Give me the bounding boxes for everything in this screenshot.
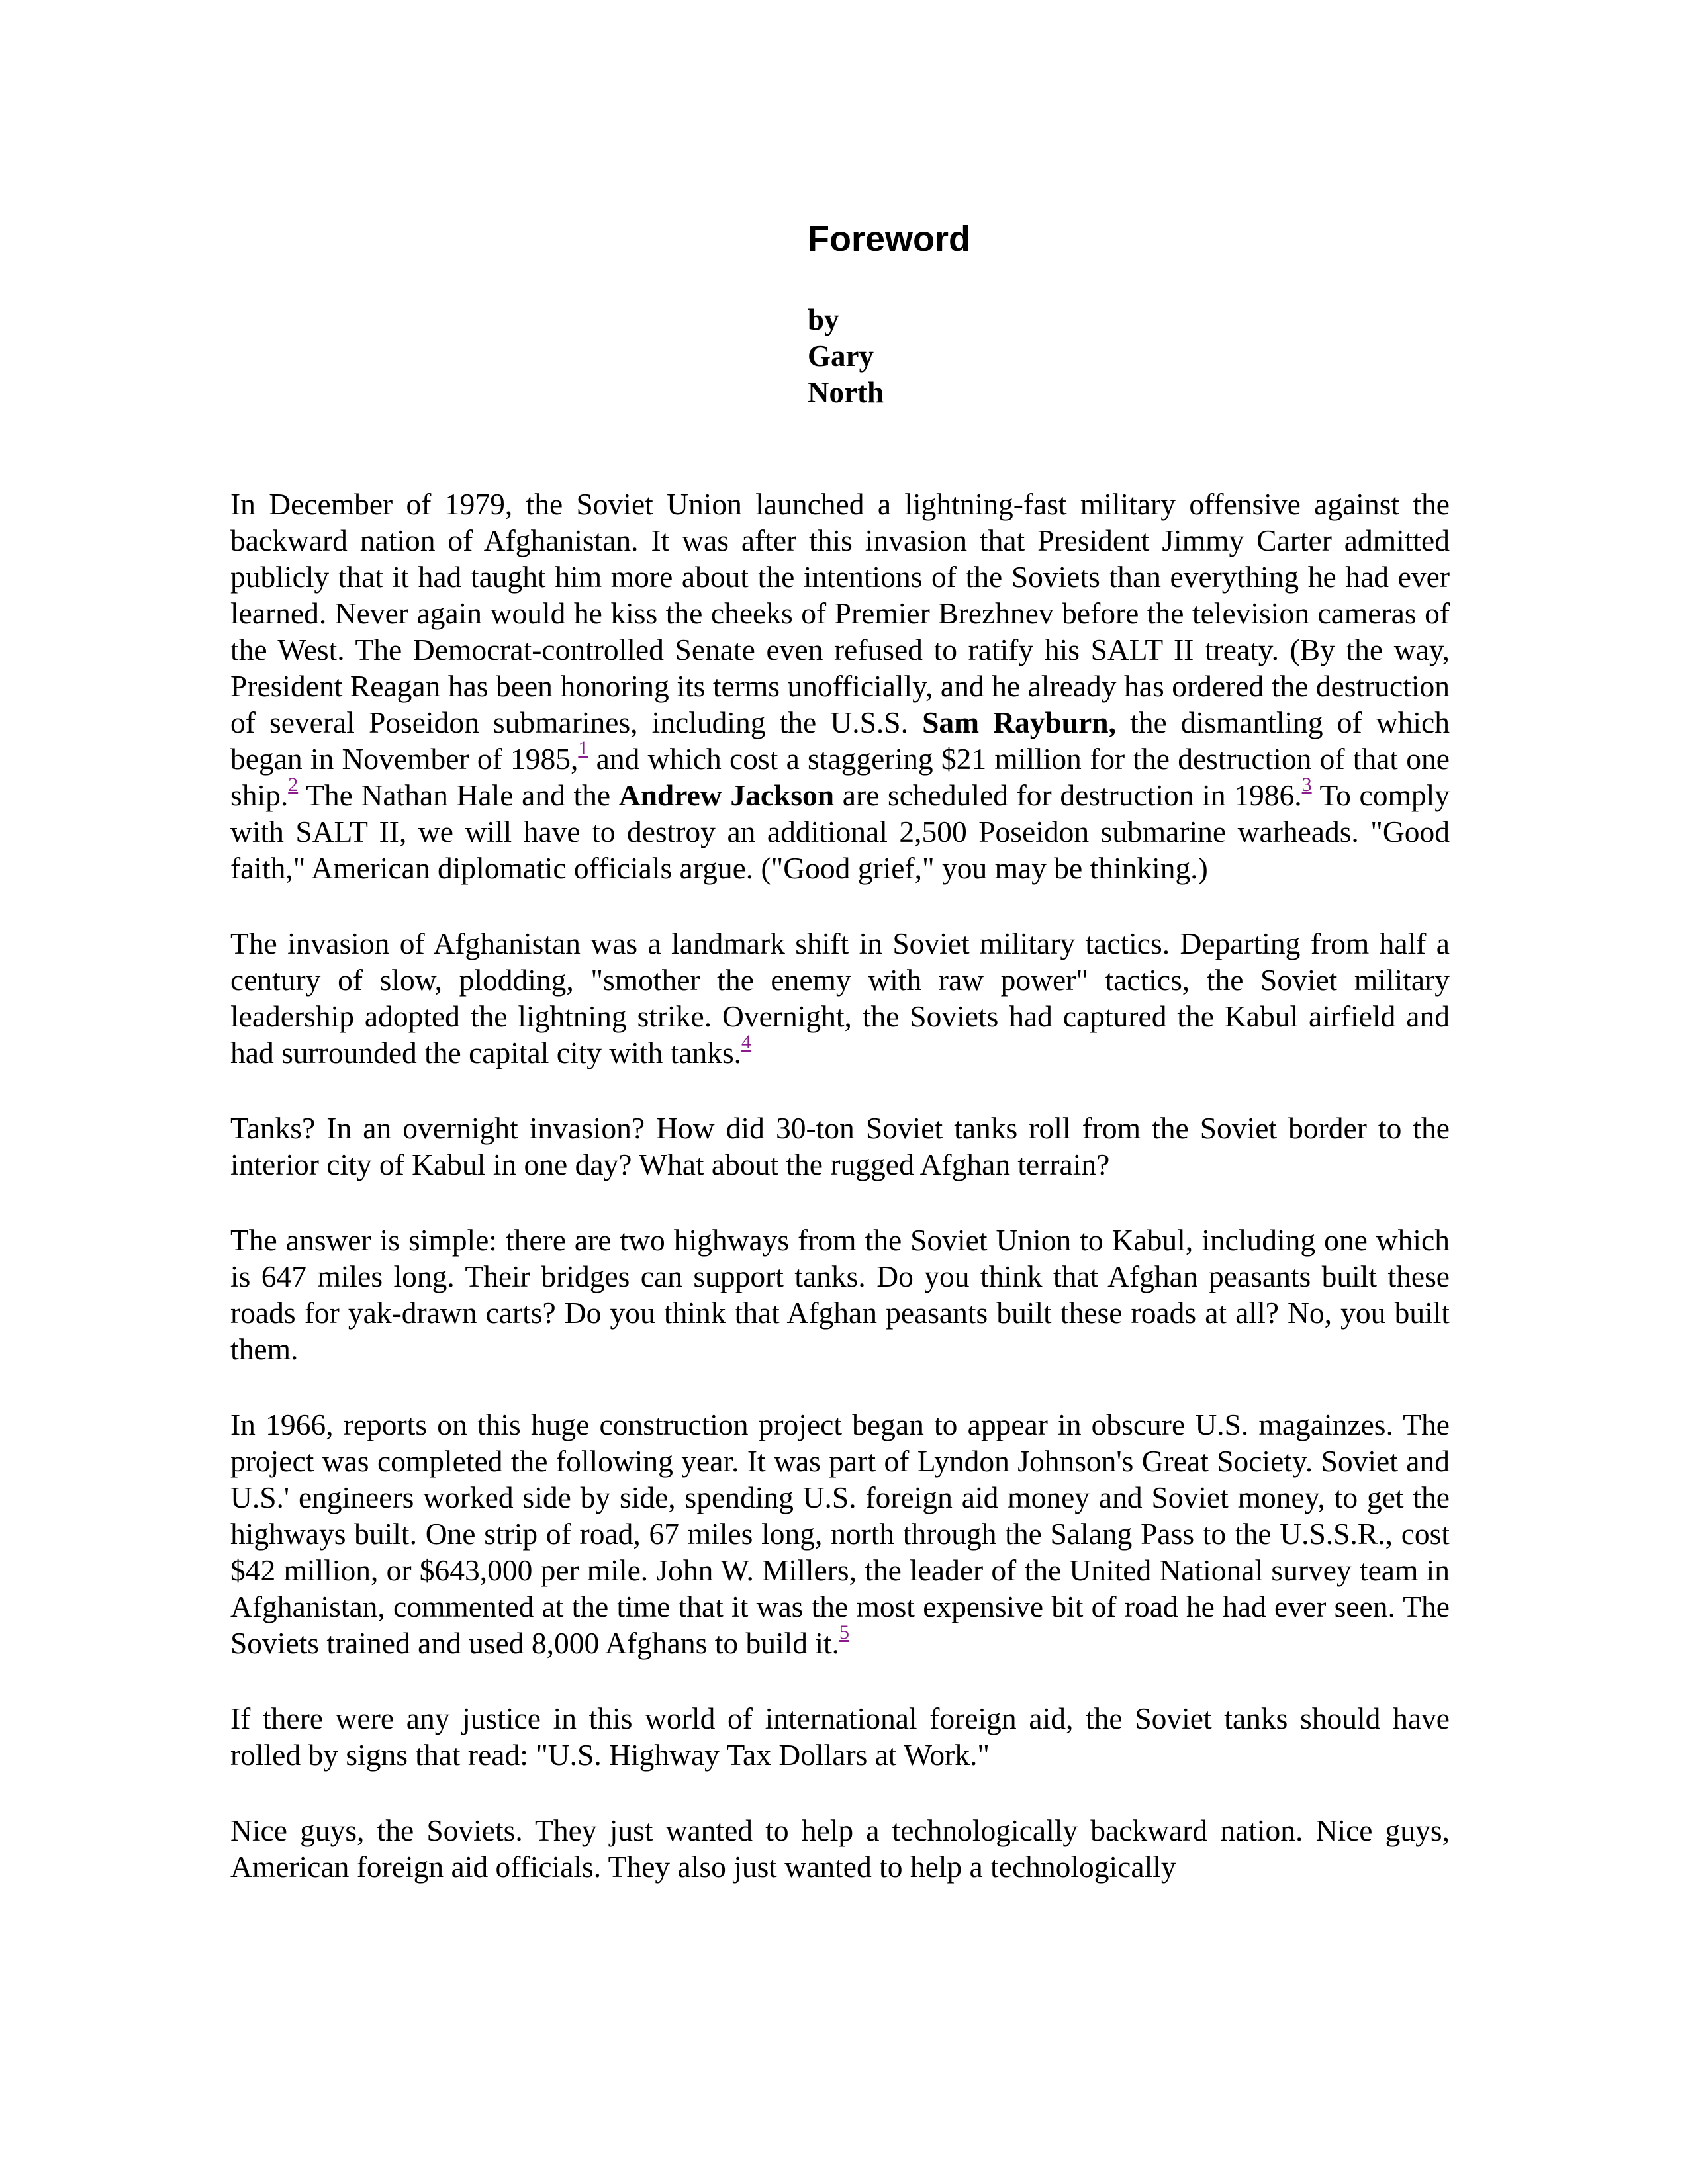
p1-text-a: In December of 1979, the Soviet Union launched a lightning-fast military offensive against the backward nation of Afghanistan. It was after this invasion that President Jimmy Carter admitted publicly that it had taught him more about the intentions of the Soviets than everything he had ever learned. Never again would he kiss the cheeks of Premier Brezhnev before the television cameras of the West. The Democrat-controlled Senate even refused to ratify his SALT II treaty. (By the way, President Reagan has been honoring its terms unofficially, and he already has ordered the destruction of several Poseidon submarines, including the U.S.S.	[230, 487, 1450, 739]
footnote-link-2[interactable]: 2	[288, 774, 299, 796]
p2-text: The invasion of Afghanistan was a landmark shift in Soviet military tactics. Departing from half a century of slow, plodding, "smother the enemy with raw power" tactics, the Soviet military leadership adopted the lightning strike. Overnight, the Soviets had captured the Kabul airfield and had surrounded the capital city with tanks.	[230, 927, 1450, 1069]
footnote-link-3[interactable]: 3	[1301, 774, 1312, 796]
byline	[808, 302, 884, 411]
paragraph-7: Nice guys, the Soviets. They just wanted to help a technologically backward nation. Nice guys, American foreign aid officials. They also just wanted to help a technologically	[230, 1813, 1450, 1884]
p5-text: In 1966, reports on this huge construction project began to appear in obscure U.S. magainzes. The project was completed the following year. It was part of Lyndon Johnson's Great Society. Soviet and U.S.' engineers worked side by side, spending U.S. foreign aid money and Soviet money, to get the highways built. One strip of road, 67 miles long, north through the Salang Pass to the U.S.S.R., cost $42 million, or $643,000 per mile. John W. Millers, the leader of the United National survey team in Afghanistan, commented at the time that it was the most expensive bit of road he had ever seen. The Soviets trained and used 8,000 Afghans to build it.	[230, 1408, 1450, 1660]
byline-first-name: Gary	[808, 340, 874, 373]
paragraph-1	[230, 486, 1450, 886]
paragraph-2	[230, 925, 1450, 1071]
byline-last-name: North	[808, 376, 884, 409]
body-text	[230, 486, 1450, 1924]
p1-text-c: the dismantling of which began in November of 1985,	[230, 705, 1450, 776]
footnote-link-4[interactable]: 4	[741, 1031, 752, 1053]
p1-text-e: The Nathan Hale and the	[298, 778, 619, 812]
paragraph-5	[230, 1406, 1450, 1661]
footnote-link-1[interactable]: 1	[578, 737, 588, 759]
paragraph-4: The answer is simple: there are two highways from the Soviet Union to Kabul, including one which is 647 miles long. Their bridges can support tanks. Do you think that Afghan peasants built these roads for yak-drawn carts? Do you think that Afghan peasants built these roads at all? No, you built them.	[230, 1223, 1450, 1366]
p1-text-g: are scheduled for destruction in 1986.	[834, 778, 1302, 812]
ship-name-andrew-jackson: Andrew Jackson	[618, 778, 835, 812]
footnote-link-5[interactable]: 5	[839, 1621, 850, 1643]
p1-text-d: and which cost a staggering $21 million for the destruction of that one ship.	[230, 742, 1450, 812]
page-title: Foreword	[808, 219, 971, 259]
paragraph-6: If there were any justice in this world of international foreign aid, the Soviet tanks should have rolled by signs that read: "U.S. Highway Tax Dollars at Work."	[230, 1702, 1450, 1772]
ship-name-sam-rayburn: Sam Rayburn,	[922, 705, 1116, 739]
byline-by: by	[808, 303, 839, 336]
p1-text-h: To comply with SALT II, we will have to destroy an additional 2,500 Poseidon submarine warheads. "Good faith," American diplomatic officials argue. ("Good grief," you may be thinking.)	[230, 778, 1450, 885]
paragraph-3: Tanks? In an overnight invasion? How did 30-ton Soviet tanks roll from the Soviet border to the interior city of Kabul in one day? What about the rugged Afghan terrain?	[230, 1111, 1450, 1181]
